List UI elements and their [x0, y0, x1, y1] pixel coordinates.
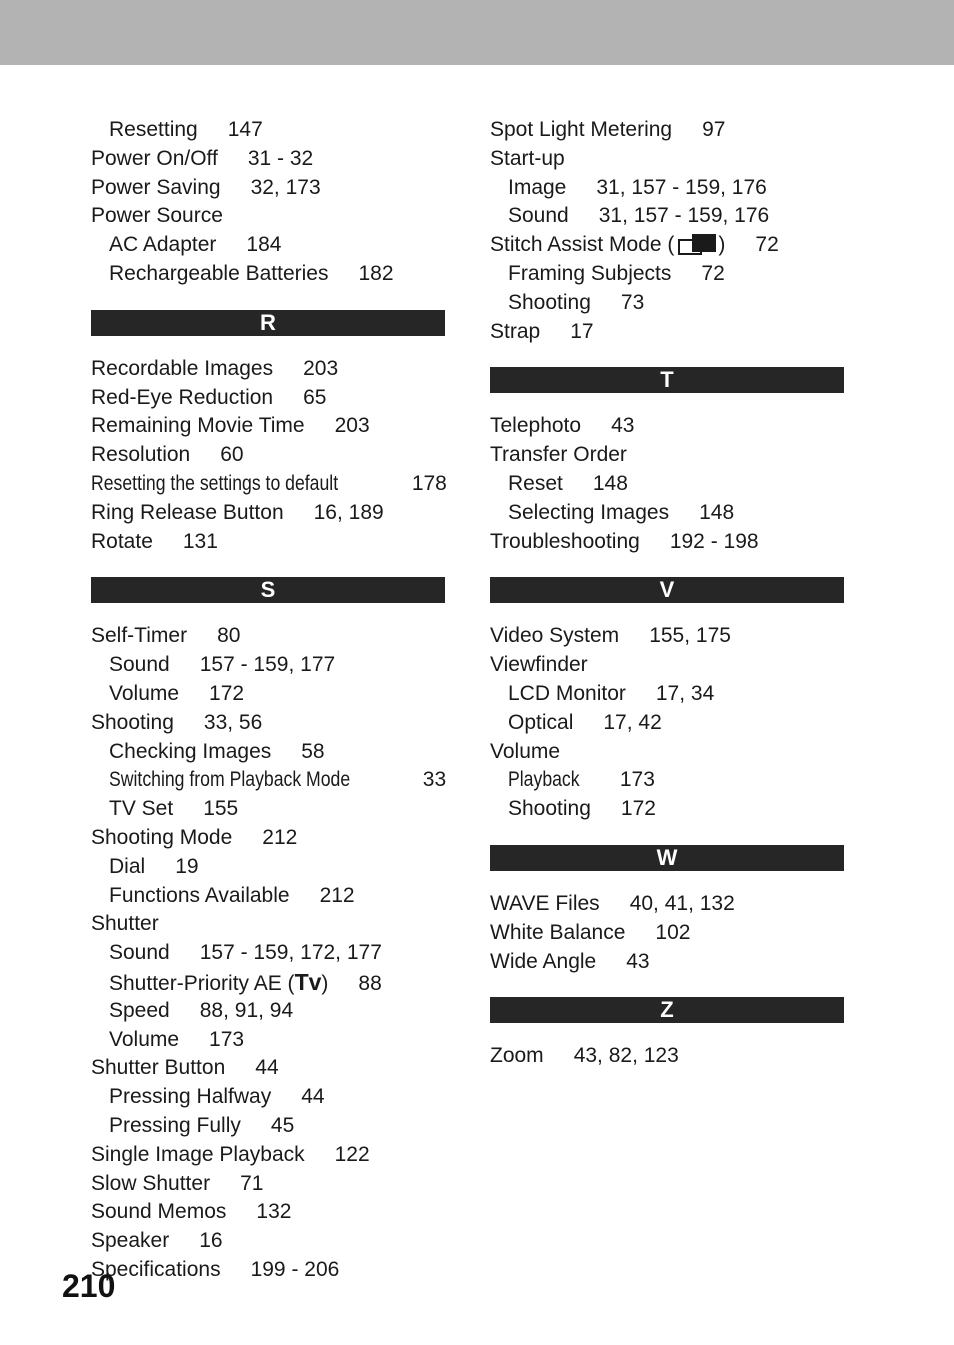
index-entry: AC Adapter 184	[109, 233, 282, 257]
section-header-r: R	[91, 310, 445, 336]
index-entry: Checking Images 58	[109, 739, 325, 763]
index-entry: Image 31, 157 - 159, 176	[508, 175, 767, 199]
index-entry: Shutter Button 44	[91, 1056, 279, 1080]
index-entry: Resolution 60	[91, 443, 244, 467]
index-entry: Resetting 147	[109, 118, 263, 141]
index-entry: Shooting 73	[508, 290, 645, 314]
index-entry: Power Source	[91, 204, 223, 228]
index-entry: Volume	[490, 739, 561, 763]
index-entry: LCD Monitor 17, 34	[508, 681, 715, 705]
index-entry: Volume 172	[109, 681, 245, 705]
index-entry: Remaining Movie Time 203	[91, 414, 370, 438]
index-entry: Shutter-Priority AE (Tv) 88	[109, 968, 382, 995]
section-header-t: T	[490, 367, 844, 393]
tv-mode-icon: Tv	[294, 968, 322, 995]
index-entry: Power On/Off 31 - 32	[91, 146, 314, 170]
index-entry: Volume 173	[109, 1027, 245, 1051]
index-entry: Shutter	[91, 912, 159, 936]
index-entry: Power Saving 32, 173	[91, 175, 321, 199]
section-header-w: W	[490, 845, 844, 871]
index-entry: Start-up	[490, 146, 565, 170]
index-entry: Spot Light Metering 97	[490, 118, 726, 141]
index-entry: Rechargeable Batteries 182	[109, 261, 394, 285]
index-entry: Sound 157 - 159, 172, 177	[109, 941, 382, 965]
index-entry: Sound 31, 157 - 159, 176	[508, 204, 770, 228]
index-entry: Ring Release Button 16, 189	[91, 500, 384, 524]
index-entry: Troubleshooting 192 - 198	[490, 529, 759, 553]
index-entry: Speed 88, 91, 94	[109, 998, 294, 1022]
index-entry: Playback 173	[508, 768, 655, 792]
index-entry: Pressing Halfway 44	[109, 1085, 325, 1109]
index-entry: White Balance 102	[490, 920, 691, 944]
index-entry: Optical 17, 42	[508, 710, 662, 734]
index-entry: Reset 148	[508, 471, 628, 495]
section-header-v: V	[490, 577, 844, 603]
index-entry: Framing Subjects 72	[508, 261, 725, 285]
index-entry: Slow Shutter 71	[91, 1171, 264, 1195]
section-header-z: Z	[490, 997, 844, 1023]
index-entry: Rotate 131	[91, 529, 218, 553]
index-entry: Strap 17	[490, 319, 594, 343]
index-entry: Specifications 199 - 206	[91, 1257, 340, 1281]
stitch-assist-icon	[676, 233, 716, 254]
index-entry: Wide Angle 43	[490, 949, 650, 973]
index-column-right	[490, 116, 844, 1071]
index-entry: Viewfinder	[490, 653, 588, 677]
index-entry: Telephoto 43	[490, 414, 635, 438]
index-entry: Resetting the settings to default 178	[91, 471, 447, 495]
index-entry: Recordable Images 203	[91, 356, 339, 380]
page-number: 210	[62, 1268, 116, 1304]
index-entry: Single Image Playback 122	[91, 1142, 370, 1166]
index-entry: WAVE Files 40, 41, 132	[490, 891, 735, 915]
index-entry: Selecting Images 148	[508, 500, 735, 524]
index-entry: Shooting 172	[508, 797, 656, 821]
index-entry: Shooting 33, 56	[91, 710, 263, 734]
index-entry: Sound 157 - 159, 177	[109, 653, 336, 677]
index-entry: Pressing Fully 45	[109, 1113, 295, 1137]
index-entry: Switching from Playback Mode 33	[109, 768, 447, 792]
index-entry: Zoom 43, 82, 123	[490, 1044, 679, 1068]
index-entry: Transfer Order	[490, 443, 627, 467]
section-header-s: S	[91, 577, 445, 603]
index-entry: Shooting Mode 212	[91, 825, 298, 849]
index-entry: Red-Eye Reduction 65	[91, 385, 327, 409]
index-entry: Stitch Assist Mode ( ) 72	[490, 233, 779, 257]
top-banner	[0, 0, 954, 65]
index-column-left	[91, 116, 445, 1285]
index-entry: Functions Available 212	[109, 883, 355, 907]
index-entry: Dial 19	[109, 854, 199, 878]
index-entry: TV Set 155	[109, 797, 239, 821]
index-entry: Self-Timer 80	[91, 624, 241, 648]
index-entry: Sound Memos 132	[91, 1200, 292, 1224]
index-entry: Speaker 16	[91, 1229, 223, 1253]
index-entry: Video System 155, 175	[490, 624, 731, 648]
